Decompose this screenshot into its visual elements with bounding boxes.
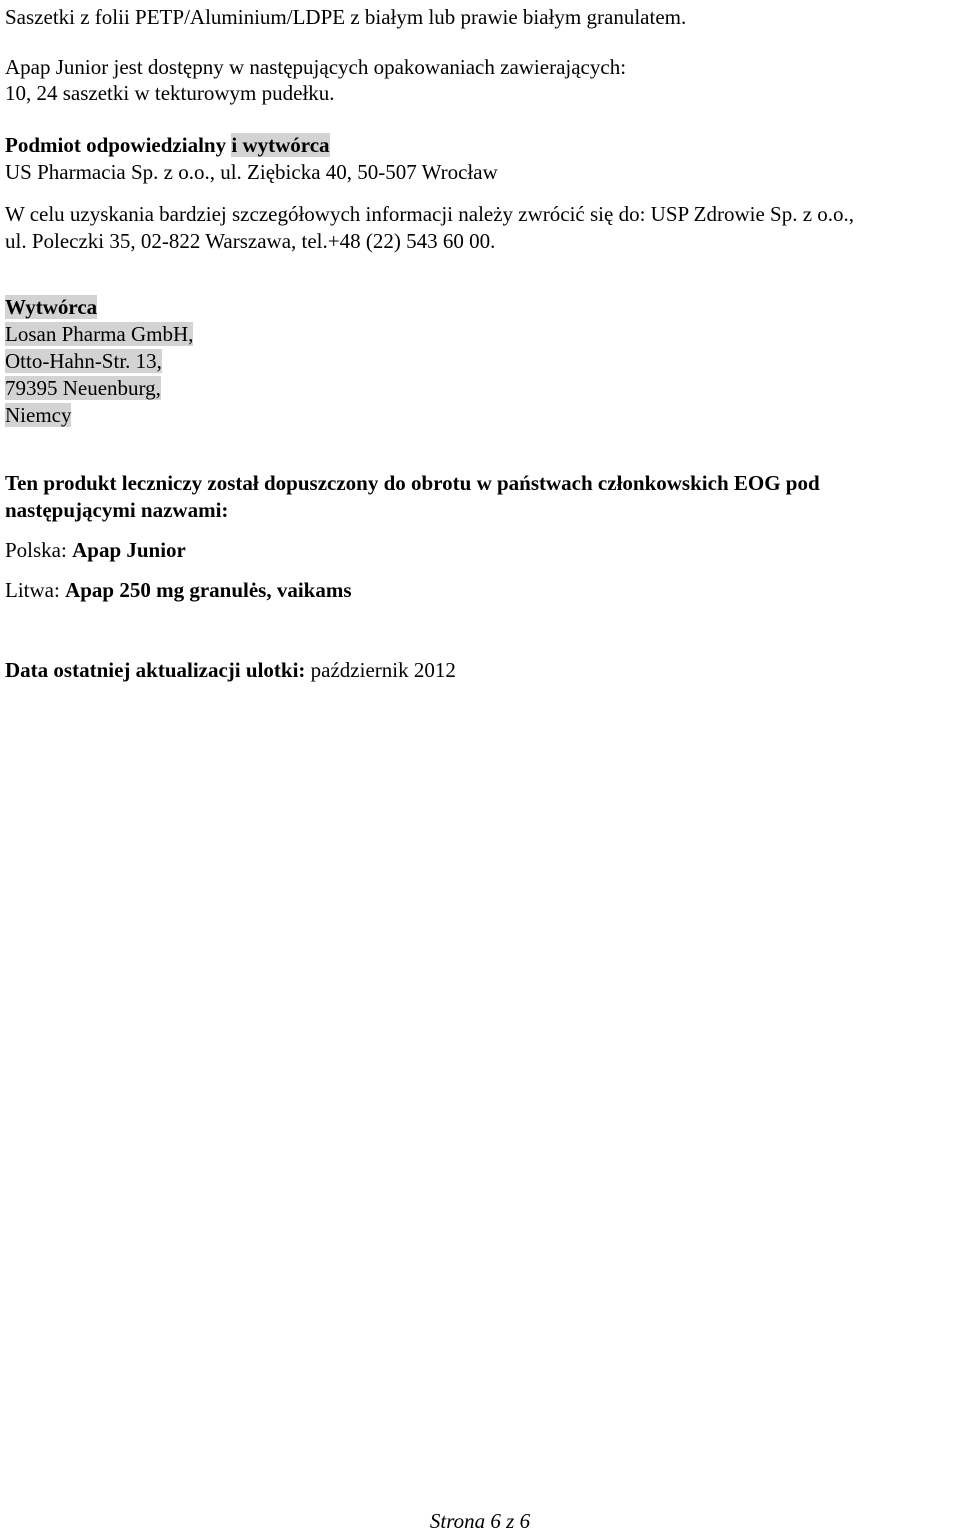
manufacturer-name: Losan Pharma GmbH, [5,322,194,346]
contact-info-line-2: ul. Poleczki 35, 02-822 Warszawa, tel.+48 (22) 543 60 00. [5,229,496,253]
eea-entry-lithuania [5,577,352,603]
manufacturer-line-4 [5,402,71,428]
responsible-heading-highlight: i wytwórca [231,133,330,157]
last-update [5,657,456,683]
last-update-value: październik 2012 [305,658,456,682]
packaging-line-2: Apap Junior jest dostępny w następujących opakowaniach zawierających: [5,55,627,79]
manufacturer-heading-text: Wytwórca [5,295,98,319]
eea-entry-lithuania-name: Apap 250 mg granulės, vaikams [65,578,352,602]
last-update-label: Data ostatniej aktualizacji ulotki: [5,658,306,682]
responsible-heading-main: Podmiot odpowiedzialny [5,133,232,157]
footer-page-total: 6 [519,1509,531,1533]
manufacturer-line-3 [5,375,161,401]
responsible-heading [5,132,330,158]
eea-statement-line-1: Ten produkt leczniczy został dopuszczony do obrotu w państwach członkowskich EOG pod [5,471,820,495]
eea-entry-poland-name: Apap Junior [72,538,186,562]
manufacturer-line-1 [5,321,193,347]
footer-middle: z [500,1509,520,1533]
eea-entry-poland-label: Polska: [5,538,73,562]
eea-entry-lithuania-label: Litwa: [5,578,66,602]
manufacturer-line-2 [5,348,162,374]
responsible-address: US Pharmacia Sp. z o.o., ul. Ziębicka 40, 50-507 Wrocław [5,160,498,184]
eea-entry-poland [5,537,186,563]
manufacturer-heading [5,294,97,320]
footer-page-number: 6 [490,1509,501,1533]
eea-statement-line-2: następującymi nazwami: [5,498,229,522]
contact-info-line-1: W celu uzyskania bardziej szczegółowych informacji należy zwrócić się do: USP Zdrowie Sp. z o.o., [5,202,855,226]
footer-prefix: Strona [429,1509,491,1533]
page-footer [0,1508,960,1534]
packaging-line-3: 10, 24 saszetki w tekturowym pudełku. [5,81,335,105]
manufacturer-street: Otto-Hahn-Str. 13, [5,349,162,373]
packaging-line-1: Saszetki z folii PETP/Aluminium/LDPE z białym lub prawie białym granulatem. [5,5,687,29]
manufacturer-country: Niemcy [5,403,72,427]
manufacturer-city: 79395 Neuenburg, [5,376,161,400]
